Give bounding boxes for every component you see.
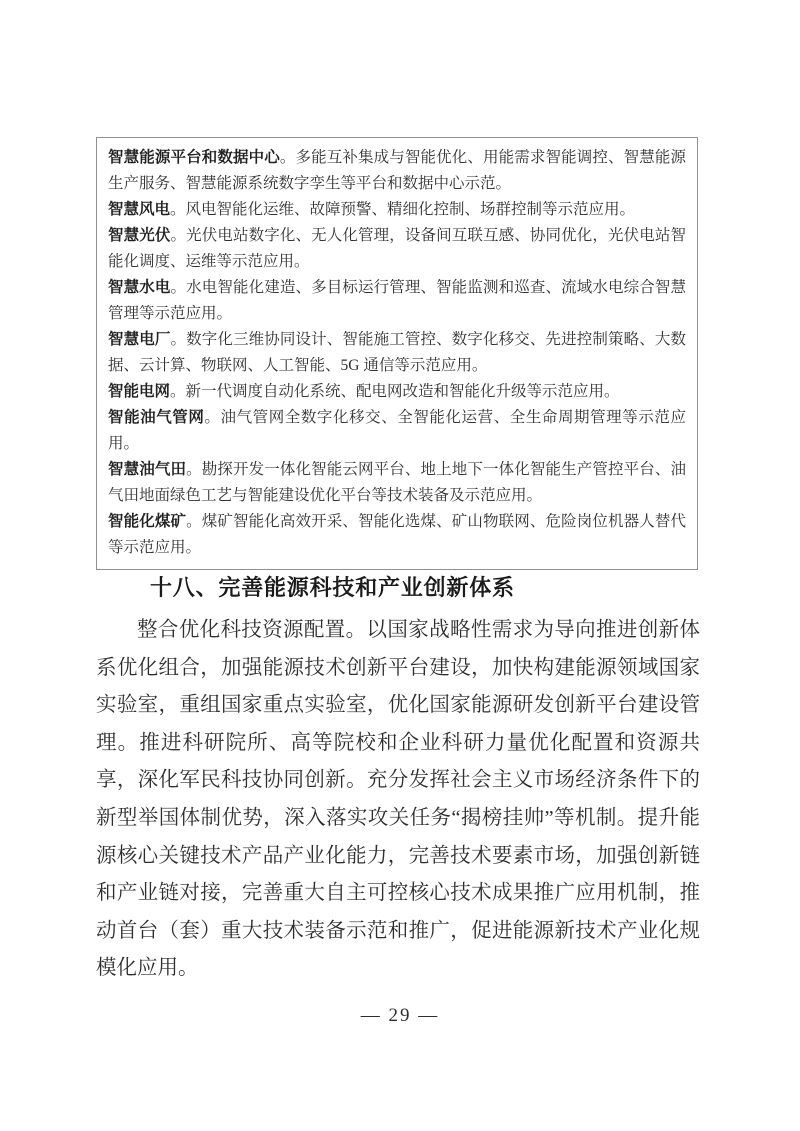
demo-item xyxy=(108,457,686,509)
page-number: — 29 — xyxy=(360,1005,440,1026)
demo-item-desc: 数字化三维协同设计、智能施工管控、数字化移交、先进控制策略、大数据、云计算、物联网、人工智能、5G 通信等示范应用。 xyxy=(108,331,686,374)
demo-item-term: 智慧光伏 xyxy=(108,227,171,244)
demo-item-term: 智慧能源平台和数据中心 xyxy=(108,149,280,166)
demo-item-separator: 。 xyxy=(204,409,221,426)
demo-item xyxy=(108,327,686,379)
demo-item-term: 智慧电厂 xyxy=(108,331,171,348)
demo-item-desc: 风电智能化运维、故障预警、精细化控制、场群控制等示范应用。 xyxy=(185,201,636,218)
demo-item-term: 智能油气管网 xyxy=(108,409,205,426)
body-paragraph: 整合优化科技资源配置。以国家战略性需求为导向推进创新体系优化组合，加强能源技术创新平台建设，加快构建能源领域国家实验室，重组国家重点实验室，优化国家能源研发创新平台建设管理。推进科研院所、高等院校和企业科研力量优化配置和资源共享，深化军民科技协同创新。充分发挥社会主义市场经济条件下的新型举国体制优势，深入落实攻关任务“揭榜挂帅”等机制。提升能源核心关键技术产品产业化能力，完善技术要素市场，加强创新链和产业链对接，完善重大自主可控核心技术成果推广应用机制，推动首台（套）重大技术装备示范和推广，促进能源新技术产业化规模化应用。 xyxy=(96,619,700,980)
smart-energy-demo-box xyxy=(96,137,698,570)
demo-items-list xyxy=(108,145,686,561)
demo-item-term: 智慧油气田 xyxy=(108,461,187,478)
section-heading: 十八、完善能源科技和产业创新体系 xyxy=(150,575,515,600)
demo-item-term: 智慧水电 xyxy=(108,279,171,296)
demo-item xyxy=(108,197,686,223)
demo-item xyxy=(108,145,686,197)
demo-item-separator: 。 xyxy=(186,461,202,478)
demo-item-desc: 水电智能化建造、多目标运行管理、智能监测和巡查、流域水电综合智慧管理等示范应用。 xyxy=(108,279,686,322)
demo-item xyxy=(108,275,686,327)
demo-item xyxy=(108,379,686,405)
demo-item-term: 智慧风电 xyxy=(108,201,171,218)
demo-item-desc: 煤矿智能化高效开采、智能化选煤、矿山物联网、危险岗位机器人替代等示范应用。 xyxy=(108,513,686,556)
demo-item xyxy=(108,223,686,275)
demo-item-desc: 新一代调度自动化系统、配电网改造和智能化升级等示范应用。 xyxy=(185,383,620,400)
demo-item-desc: 勘探开发一体化智能云网平台、地上地下一体化智能生产管控平台、油气田地面绿色工艺与智能建设优化平台等技术装备及示范应用。 xyxy=(108,461,686,504)
demo-item-separator: 。 xyxy=(170,383,186,400)
demo-item-separator: 。 xyxy=(170,201,186,218)
demo-item-term: 智能电网 xyxy=(108,383,171,400)
demo-item-term: 智能化煤矿 xyxy=(108,513,187,530)
demo-item-desc: 多能互补集成与智能优化、用能需求智能调控、智慧能源生产服务、智慧能源系统数字孪生等平台和数据中心示范。 xyxy=(108,149,686,192)
demo-item-separator: 。 xyxy=(170,227,187,244)
demo-item xyxy=(108,405,686,457)
demo-item-separator: 。 xyxy=(186,513,202,530)
demo-item-separator: 。 xyxy=(170,331,187,348)
demo-item xyxy=(108,509,686,561)
demo-item-desc: 油气管网全数字化移交、全智能化运营、全生命周期管理等示范应用。 xyxy=(108,409,686,452)
demo-item-separator: 。 xyxy=(170,279,187,296)
demo-item-separator: 。 xyxy=(279,149,296,166)
demo-item-desc: 光伏电站数字化、无人化管理，设备间互联互感、协同优化，光伏电站智能化调度、运维等示范应用。 xyxy=(108,227,686,270)
